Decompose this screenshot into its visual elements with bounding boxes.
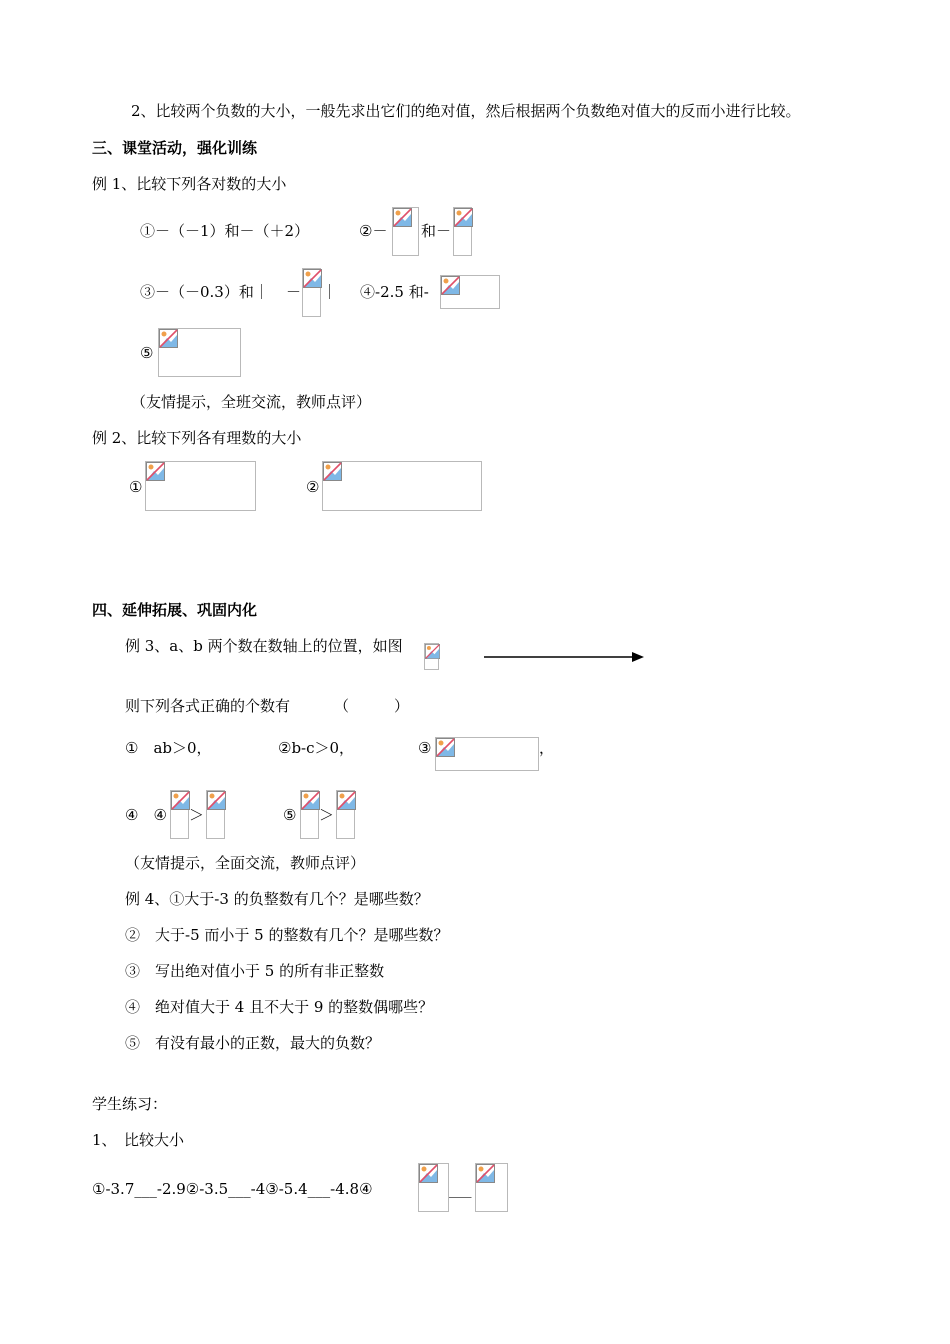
broken-image-icon [207, 791, 226, 810]
broken-image-icon [323, 462, 342, 481]
ex1-item-1: ①－（－1）和－（＋2） [140, 222, 310, 240]
ex1-item-5-prefix: ⑤ [140, 344, 154, 362]
image-placeholder [435, 737, 539, 771]
ex2-item-1-prefix: ① [129, 478, 143, 496]
section-4-heading: 四、延伸拓展、巩固内化 [92, 601, 258, 619]
ex3-choice-5: ⑤ [283, 806, 297, 824]
ex1-item-2-prefix: ②－ [359, 222, 388, 240]
broken-image-icon [171, 791, 190, 810]
example-1-title: 例 1、比较下列各对数的大小 [92, 175, 287, 193]
section-3-heading: 三、课堂活动，强化训练 [92, 139, 258, 157]
broken-image-icon [454, 208, 473, 227]
broken-image-icon [436, 738, 455, 757]
image-placeholder [475, 1163, 508, 1212]
image-placeholder [145, 461, 256, 511]
image-placeholder [300, 790, 319, 839]
broken-image-icon [419, 1164, 438, 1183]
image-placeholder [392, 207, 419, 256]
ex1-item-4-prefix: ④-2.5 和- [360, 283, 429, 301]
number-line-image-placeholder [424, 643, 439, 670]
intro-point-2: 2、比较两个负数的大小，一般先求出它们的绝对值，然后根据两个负数绝对值大的反而小进行比较。 [131, 102, 801, 120]
ex1-item-3-prefix: ③－（－0.3）和｜ [140, 283, 269, 301]
broken-image-icon [301, 791, 320, 810]
broken-image-icon [159, 329, 178, 348]
ex2-item-2-prefix: ② [306, 478, 320, 496]
ex3-choice-3-comma: ， [539, 739, 555, 757]
broken-image-icon [393, 208, 412, 227]
ex3-answer-paren: （ ） [334, 697, 410, 715]
ex3-choice-4: ④ ④ [125, 806, 167, 824]
hint-2: （友情提示，全面交流，教师点评） [125, 854, 366, 872]
image-placeholder [336, 790, 355, 839]
ex3-choice-4-gt: ＞ [189, 806, 205, 824]
ex1-item-2-mid: 和－ [421, 222, 452, 240]
image-placeholder [418, 1163, 449, 1212]
example-2-title: 例 2、比较下列各有理数的大小 [92, 429, 302, 447]
ex4-question-1: 例 4、①大于-3 的负整数有几个？是哪些数？ [125, 890, 429, 908]
example-3-title: 例 3、a、b 两个数在数轴上的位置，如图 [125, 637, 403, 655]
image-placeholder [322, 461, 482, 511]
broken-image-icon [337, 791, 356, 810]
ex3-choice-5-gt: ＞ [319, 806, 335, 824]
broken-image-icon [146, 462, 165, 481]
ex3-question: 则下列各式正确的个数有 [125, 697, 291, 715]
broken-image-icon [476, 1164, 495, 1183]
ex3-choice-2: ②b-c＞0， [278, 739, 355, 757]
image-placeholder [170, 790, 189, 839]
hint-1: （友情提示，全班交流，教师点评） [131, 393, 372, 411]
practice-heading: 学生练习： [92, 1095, 168, 1113]
practice-question-1-line: ①-3.7___-2.9②-3.5___-4③-5.4___-4.8④ [92, 1180, 373, 1198]
ex4-question-5: ⑤ 有没有最小的正数，最大的负数？ [125, 1034, 381, 1052]
ex4-question-2: ② 大于-5 而小于 5 的整数有几个？是哪些数？ [125, 926, 449, 944]
ex1-item-3-bar: ｜ [322, 283, 338, 301]
ex1-item-3-dash: － [286, 283, 302, 301]
image-placeholder [158, 328, 241, 377]
ex3-choice-3: ③ [418, 739, 432, 757]
ex3-choice-1: ① ab＞0， [125, 739, 212, 757]
number-line-arrow [484, 651, 646, 663]
broken-image-icon [441, 276, 460, 295]
image-placeholder [302, 268, 321, 317]
practice-question-1-title: 1、 比较大小 [92, 1131, 185, 1149]
image-placeholder [440, 275, 500, 309]
ex4-question-4: ④ 绝对值大于 4 且不大于 9 的整数偶哪些？ [125, 998, 434, 1016]
broken-image-icon [303, 269, 322, 288]
broken-image-icon [425, 644, 440, 659]
ex4-question-3: ③ 写出绝对值小于 5 的所有非正整数 [125, 962, 385, 980]
practice-question-1-blank: ___ [449, 1180, 472, 1198]
image-placeholder [206, 790, 225, 839]
image-placeholder [453, 207, 472, 256]
